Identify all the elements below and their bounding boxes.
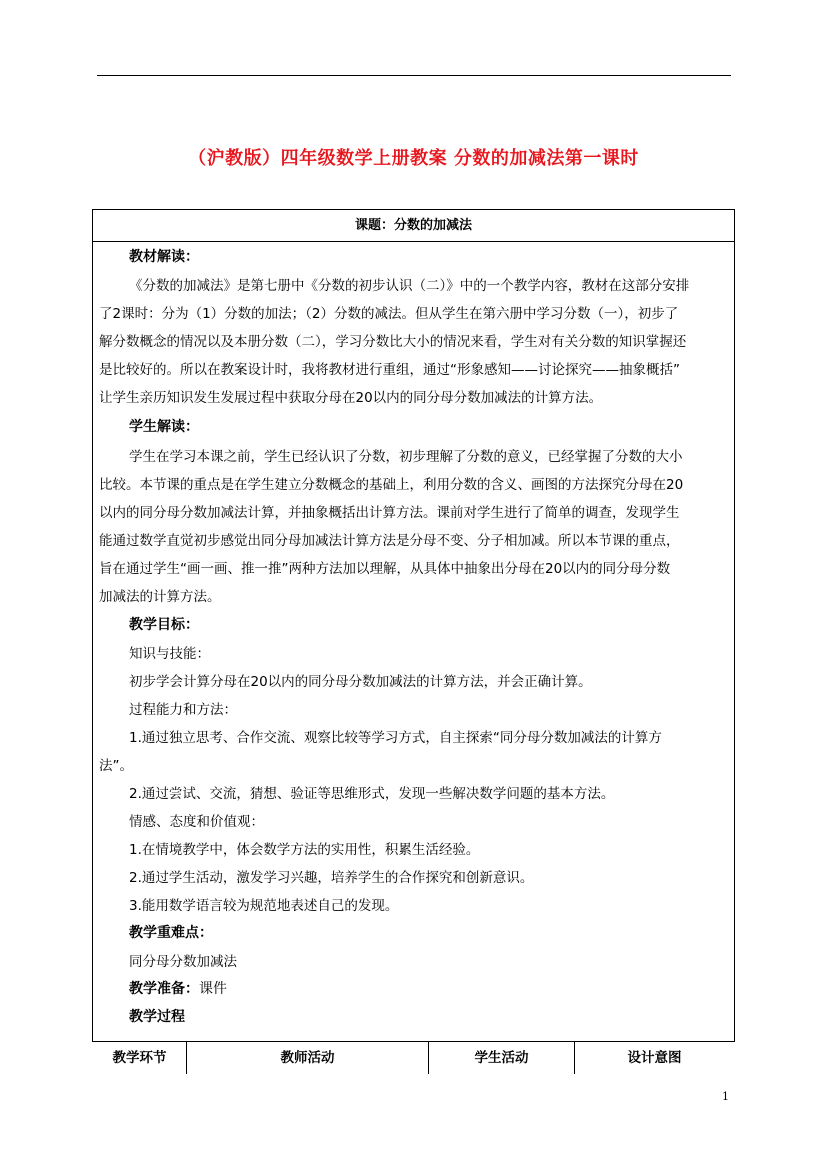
section-heading-key-points: 教学重难点： bbox=[129, 925, 213, 941]
column-header-stage: 教学环节 bbox=[93, 1042, 187, 1074]
paragraph-line: 《分数的加减法》是第七册中《分数的初步认识（二）》中的一个教学内容，教材在这部分安排 bbox=[129, 278, 690, 294]
list-item: 1.通过独立思考、合作交流、观察比较等学习方式，自主探索“同分母分数加减法的计算方 bbox=[129, 730, 662, 746]
column-header-student: 学生活动 bbox=[429, 1042, 575, 1074]
list-item: 1.在情境教学中，体会数学方法的实用性，积累生活经验。 bbox=[129, 842, 480, 858]
paragraph-line: 旨在通过学生“画一画、推一推”两种方法加以理解，从具体中抽象出分母在20以内的同分母分数 bbox=[99, 561, 671, 577]
section-heading-preparation: 教学准备： bbox=[129, 981, 199, 997]
header-rule bbox=[97, 75, 731, 76]
subheading-line: 过程能力和方法： bbox=[129, 702, 237, 718]
page-number: 1 bbox=[722, 1090, 729, 1103]
document-title: （沪教版）四年级数学上册教案 分数的加减法第一课时 bbox=[188, 148, 639, 169]
list-item: 3.能用数学语言较为规范地表述自己的发现。 bbox=[129, 898, 399, 914]
list-item: 2.通过尝试、交流，猜想、验证等思维形式，发现一些解决数学问题的基本方法。 bbox=[129, 786, 615, 802]
section-heading-process: 教学过程 bbox=[129, 1009, 185, 1025]
column-header-teacher: 教师活动 bbox=[187, 1042, 429, 1074]
paragraph-line: 是比较好的。所以在教案设计时，我将教材进行重组，通过“形象感知——讨论探究——抽象概括” bbox=[99, 362, 680, 378]
subheading-line: 知识与技能： bbox=[129, 646, 210, 662]
subheading-line: 情感、态度和价值观： bbox=[129, 814, 264, 830]
paragraph-line: 让学生亲历知识发生发展过程中获取分母在20以内的同分母分数加减法的计算方法。 bbox=[99, 390, 603, 406]
column-header-intent: 设计意图 bbox=[627, 1050, 682, 1066]
section-heading-students: 学生解读： bbox=[129, 419, 199, 435]
paragraph-line: 学生在学习本课之前，学生已经认识了分数，初步理解了分数的意义，已经掌握了分数的大小 bbox=[129, 449, 683, 465]
paragraph-line: 了2课时：分为（1）分数的加法；（2）分数的减法。但从学生在第六册中学习分数（一），初步了 bbox=[99, 306, 679, 322]
paragraph-line: 初步学会计算分母在20以内的同分母分数加减法的计算方法，并会正确计算。 bbox=[129, 674, 592, 690]
lesson-table bbox=[92, 209, 735, 1066]
section-heading-objectives: 教学目标： bbox=[129, 617, 199, 633]
process-table-header bbox=[93, 1041, 734, 1074]
paragraph-line: 能通过数学直觉初步感觉出同分母加减法计算方法是分母不变、分子相加减。所以本节课的重点， bbox=[99, 533, 680, 549]
preparation-line bbox=[129, 978, 227, 998]
paragraph-line: 同分母分数加减法 bbox=[129, 954, 237, 970]
paragraph-line: 比较。本节课的重点是在学生建立分数概念的基础上，利用分数的含义、画图的方法探究分母在20 bbox=[99, 477, 684, 493]
paragraph-line: 加减法的计算方法。 bbox=[99, 589, 221, 605]
preparation-value: 课件 bbox=[199, 981, 227, 997]
paragraph-line: 以内的同分母分数加减法计算，并抽象概括出计算方法。课前对学生进行了简单的调查，发现学生 bbox=[99, 505, 680, 521]
list-item-continuation: 法”。 bbox=[99, 758, 133, 774]
list-item: 2.通过学生活动，激发学习兴趣，培养学生的合作探究和创新意识。 bbox=[129, 870, 534, 886]
paragraph-line: 解分数概念的情况以及本册分数（二），学习分数比大小的情况来看，学生对有关分数的知识掌握还 bbox=[99, 334, 687, 350]
topic-heading: 课题：分数的加减法 bbox=[93, 210, 734, 242]
section-heading-material: 教材解读： bbox=[129, 249, 199, 265]
